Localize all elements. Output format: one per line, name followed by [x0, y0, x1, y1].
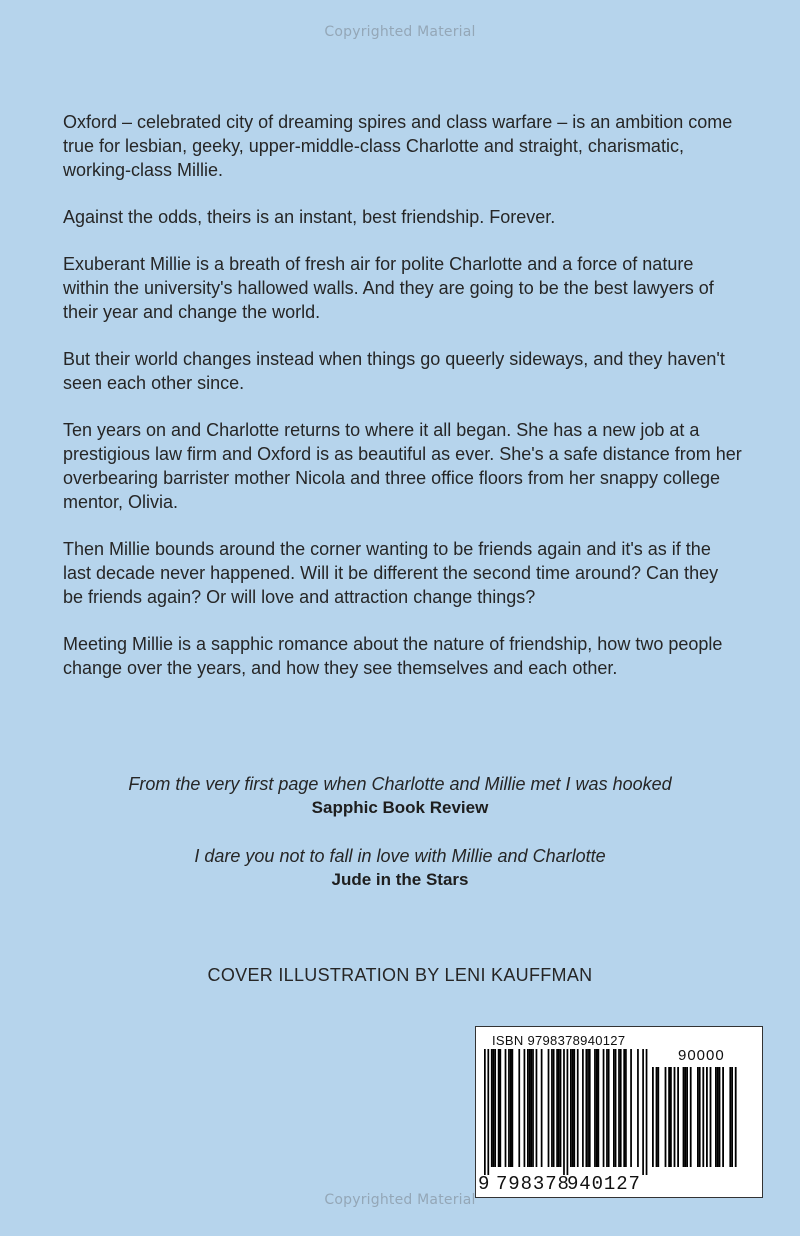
barcode-bar — [652, 1067, 654, 1167]
barcode-digit-first: 9 — [478, 1173, 490, 1195]
barcode-bar — [613, 1049, 615, 1167]
barcode-bar — [722, 1067, 724, 1167]
barcode-bar — [553, 1049, 555, 1167]
barcode-bar — [608, 1049, 610, 1167]
barcode-bar — [512, 1049, 514, 1167]
barcode-bar — [729, 1067, 731, 1167]
barcode-bar — [668, 1067, 670, 1167]
addon-label: 90000 — [678, 1047, 725, 1064]
barcode-bar — [598, 1049, 600, 1167]
barcode-bar — [518, 1049, 520, 1167]
barcode-bar — [620, 1049, 622, 1167]
barcode-bar — [625, 1049, 627, 1167]
barcode-bar — [582, 1049, 584, 1167]
barcode-bar — [493, 1049, 495, 1167]
review — [0, 772, 800, 820]
barcode-bar — [548, 1049, 550, 1167]
barcode-bar — [665, 1067, 667, 1167]
blurb-paragraph: Oxford – celebrated city of dreaming spires and class warfare – is an ambition come true for lesbian, geeky, upper-middle-class Charlotte and straight, charismatic, working-class Millie. — [63, 112, 733, 180]
barcode-bar — [529, 1049, 531, 1167]
blurb-paragraph: But their world changes instead when things go queerly sideways, and they haven't seen each other since. — [63, 349, 725, 393]
barcode-bar — [684, 1067, 686, 1167]
review-quote: I dare you not to fall in love with Millie and Charlotte — [194, 846, 606, 866]
barcode-bar — [657, 1067, 659, 1167]
barcode-bar — [563, 1049, 565, 1175]
barcode-bar — [527, 1049, 529, 1167]
watermark-bottom: Copyrighted Material — [324, 1192, 476, 1208]
barcode-bar — [494, 1049, 496, 1167]
blurb-paragraph: Meeting Millie is a sapphic romance about the nature of friendship, how two people change over the years, and how they see themselves and each other. — [63, 634, 723, 678]
watermark-top: Copyrighted Material — [324, 24, 476, 40]
barcode-bar — [603, 1049, 605, 1167]
barcode-bar — [623, 1049, 625, 1167]
barcode-bar — [524, 1049, 526, 1167]
blurb-paragraph: Ten years on and Charlotte returns to where it all began. She has a new job at a prestigious law firm and Oxford is as beautiful as ever. She's a safe distance from her overbearing barrister mother Nicola and three office floors from her snappy college mentor, Olivia. — [63, 420, 742, 512]
isbn-label: ISBN 9798378940127 — [492, 1033, 626, 1048]
barcode-bar — [731, 1067, 733, 1167]
barcode-bar — [585, 1049, 587, 1167]
barcode-addon-bars — [652, 1067, 748, 1169]
barcode-bar — [532, 1049, 534, 1167]
barcode-bar — [706, 1067, 708, 1167]
barcode-bar — [530, 1049, 532, 1167]
barcode-bar — [674, 1067, 676, 1167]
barcode-bar — [589, 1049, 591, 1167]
barcode-bar — [677, 1067, 679, 1167]
barcode-bar — [656, 1067, 658, 1167]
blurb-paragraph: Against the odds, theirs is an instant, best friendship. Forever. — [63, 207, 556, 227]
barcode-bar — [690, 1067, 692, 1167]
barcode-bar — [683, 1067, 685, 1167]
barcode-bar — [551, 1049, 553, 1167]
barcode-bar — [596, 1049, 598, 1167]
blurb-paragraph: Then Millie bounds around the corner wanting to be friends again and it's as if the last decade never happened. Will it be different the second time around? Can they be friends again? Or will love and attraction change things? — [63, 539, 719, 607]
barcode-main-bars — [484, 1049, 648, 1177]
review-source: Jude in the Stars — [331, 870, 469, 889]
barcode-bar — [567, 1049, 569, 1175]
barcode-bar — [508, 1049, 510, 1167]
barcode-bar — [499, 1049, 501, 1167]
barcode-bar — [715, 1067, 717, 1167]
barcode-bar — [487, 1049, 489, 1175]
barcode-bar — [702, 1067, 704, 1167]
barcode-bar — [541, 1049, 543, 1167]
barcode-bar — [536, 1049, 538, 1167]
barcode-bar — [686, 1067, 688, 1167]
barcode-box — [475, 1026, 763, 1198]
barcode-digits-group-1: 798378 — [496, 1173, 570, 1195]
barcode-bar — [717, 1067, 719, 1167]
barcode-bar — [618, 1049, 620, 1167]
review-source: Sapphic Book Review — [311, 798, 489, 817]
barcode-bar — [570, 1049, 572, 1167]
barcode-bar — [710, 1067, 712, 1167]
barcode-bar — [577, 1049, 579, 1167]
review — [0, 844, 800, 892]
barcode-bar — [491, 1049, 493, 1167]
barcode-bar — [498, 1049, 500, 1167]
barcode-bar — [646, 1049, 648, 1175]
barcode-bar — [699, 1067, 701, 1167]
barcode-bar — [697, 1067, 699, 1167]
barcode-bar — [615, 1049, 617, 1167]
barcode-digits-group-2: 940127 — [567, 1173, 641, 1195]
barcode-bar — [670, 1067, 672, 1167]
cover-credit: COVER ILLUSTRATION BY LENI KAUFFMAN — [207, 965, 593, 985]
barcode-bar — [642, 1049, 644, 1175]
barcode-bar — [572, 1049, 574, 1167]
barcode-bar — [558, 1049, 560, 1167]
barcode-bar — [510, 1049, 512, 1167]
barcode-bar — [556, 1049, 558, 1167]
review-quote: From the very first page when Charlotte and Millie met I was hooked — [128, 774, 672, 794]
barcode-bar — [637, 1049, 639, 1167]
barcode-bar — [735, 1067, 737, 1167]
barcode-bar — [594, 1049, 596, 1167]
barcode-bar — [606, 1049, 608, 1167]
barcode-bar — [587, 1049, 589, 1167]
blurb — [63, 110, 743, 703]
barcode-bar — [560, 1049, 562, 1167]
barcode-bar — [505, 1049, 507, 1167]
barcode-bar — [573, 1049, 575, 1167]
barcode-bar — [630, 1049, 632, 1167]
barcode-bar — [484, 1049, 486, 1175]
barcode-bar — [719, 1067, 721, 1167]
blurb-paragraph: Exuberant Millie is a breath of fresh air for polite Charlotte and a force of nature within the university's hallowed walls. And they are going to be the best lawyers of their year and change the world. — [63, 254, 714, 322]
reviews — [0, 772, 800, 916]
